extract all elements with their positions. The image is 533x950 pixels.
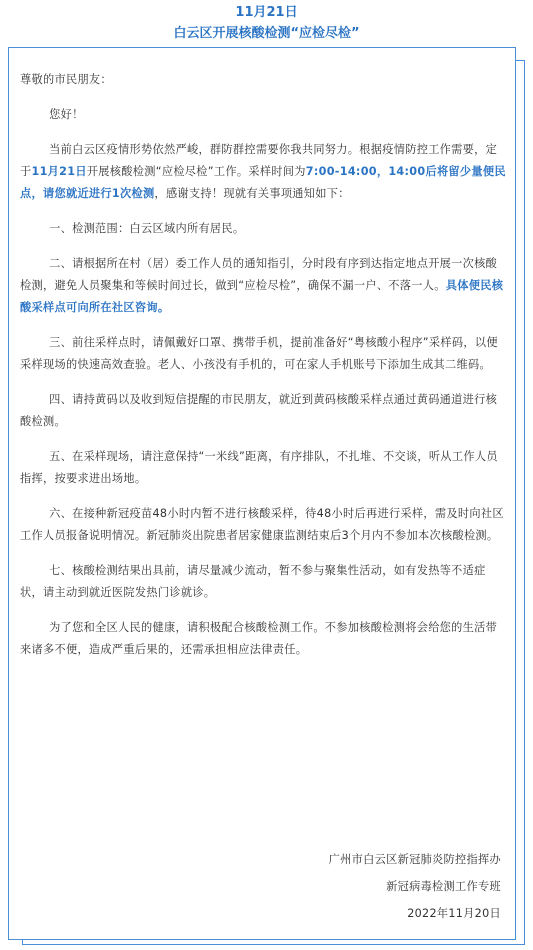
intro-paragraph	[20, 139, 508, 205]
intro-time-highlight: 7:00-14:00，14:00后将留少量便民点，请您就近进行1次检测	[20, 165, 506, 200]
intro-text-1: 当前白云区疫情形势依然严峻，群防群控需要你我共同努力。根据疫情防控工作需要，定于	[20, 143, 498, 178]
signature-org-1: 广州市白云区新冠肺炎防控指挥办	[328, 853, 501, 866]
item-yellow-code: 四、请持黄码以及收到短信提醒的市民朋友，就近到黄码核酸采样点通过黄码通道进行核酸检测。	[20, 393, 498, 428]
signature-date: 2022年11月20日	[407, 907, 501, 920]
item-preparation: 三、前往采样点时，请佩戴好口罩、携带手机，提前准备好“粤核酸小程序”采样码，以便采样现场的快速高效查验。老人、小孩没有手机的，可在家人手机账号下添加生成其二维码。	[20, 336, 498, 371]
item-appointment-text: 二、请根据所在村（居）委工作人员的通知指引，分时段有序到达指定地点开展一次核酸检测，避免人员聚集和等候时间过长，做到“应检尽检”，确保不漏一户、不落一人。	[20, 257, 498, 292]
item-scope: 一、检测范围：白云区域内所有居民。	[49, 222, 245, 235]
item-appointment	[20, 253, 508, 319]
item-results: 七、核酸检测结果出具前，请尽量减少流动，暂不参与聚集性活动，如有发热等不适症状，请主动到就近医院发热门诊就诊。	[20, 564, 486, 599]
header-headline: 白云区开展核酸检测“应检尽检”	[173, 26, 360, 41]
greeting: 您好！	[49, 108, 84, 121]
signature-org-2: 新冠病毒检测工作专班	[386, 880, 501, 893]
item-vaccine: 六、在接种新冠疫苗48小时内暂不进行核酸采样，待48小时后再进行采样，需及时向社区工作人员报备说明情况。新冠肺炎出院患者居家健康监测结束后3个月内不参加本次核酸检测。	[20, 507, 504, 542]
item-onsite-order: 五、在采样现场，请注意保持“一米线”距离，有序排队，不扎堆、不交谈，听从工作人员指挥，按要求进出场地。	[20, 450, 498, 485]
header-date: 11月21日	[235, 5, 298, 20]
intro-date-highlight: 11月21日	[31, 165, 87, 178]
salutation: 尊敬的市民朋友：	[20, 73, 112, 86]
intro-text-2: 开展核酸检测“应检尽检”工作。采样时间为	[86, 165, 306, 178]
item-appointment-highlight: 具体便民核酸采样点可向所在社区咨询。	[20, 279, 504, 314]
intro-text-3: ，感谢支持！现就有关事项通知如下：	[154, 187, 350, 200]
closing-paragraph: 为了您和全区人民的健康，请积极配合核酸检测工作。不参加核酸检测将会给您的生活带来诸多不便，造成严重后果的，还需承担相应法律责任。	[20, 621, 498, 656]
notice-body	[20, 66, 508, 661]
